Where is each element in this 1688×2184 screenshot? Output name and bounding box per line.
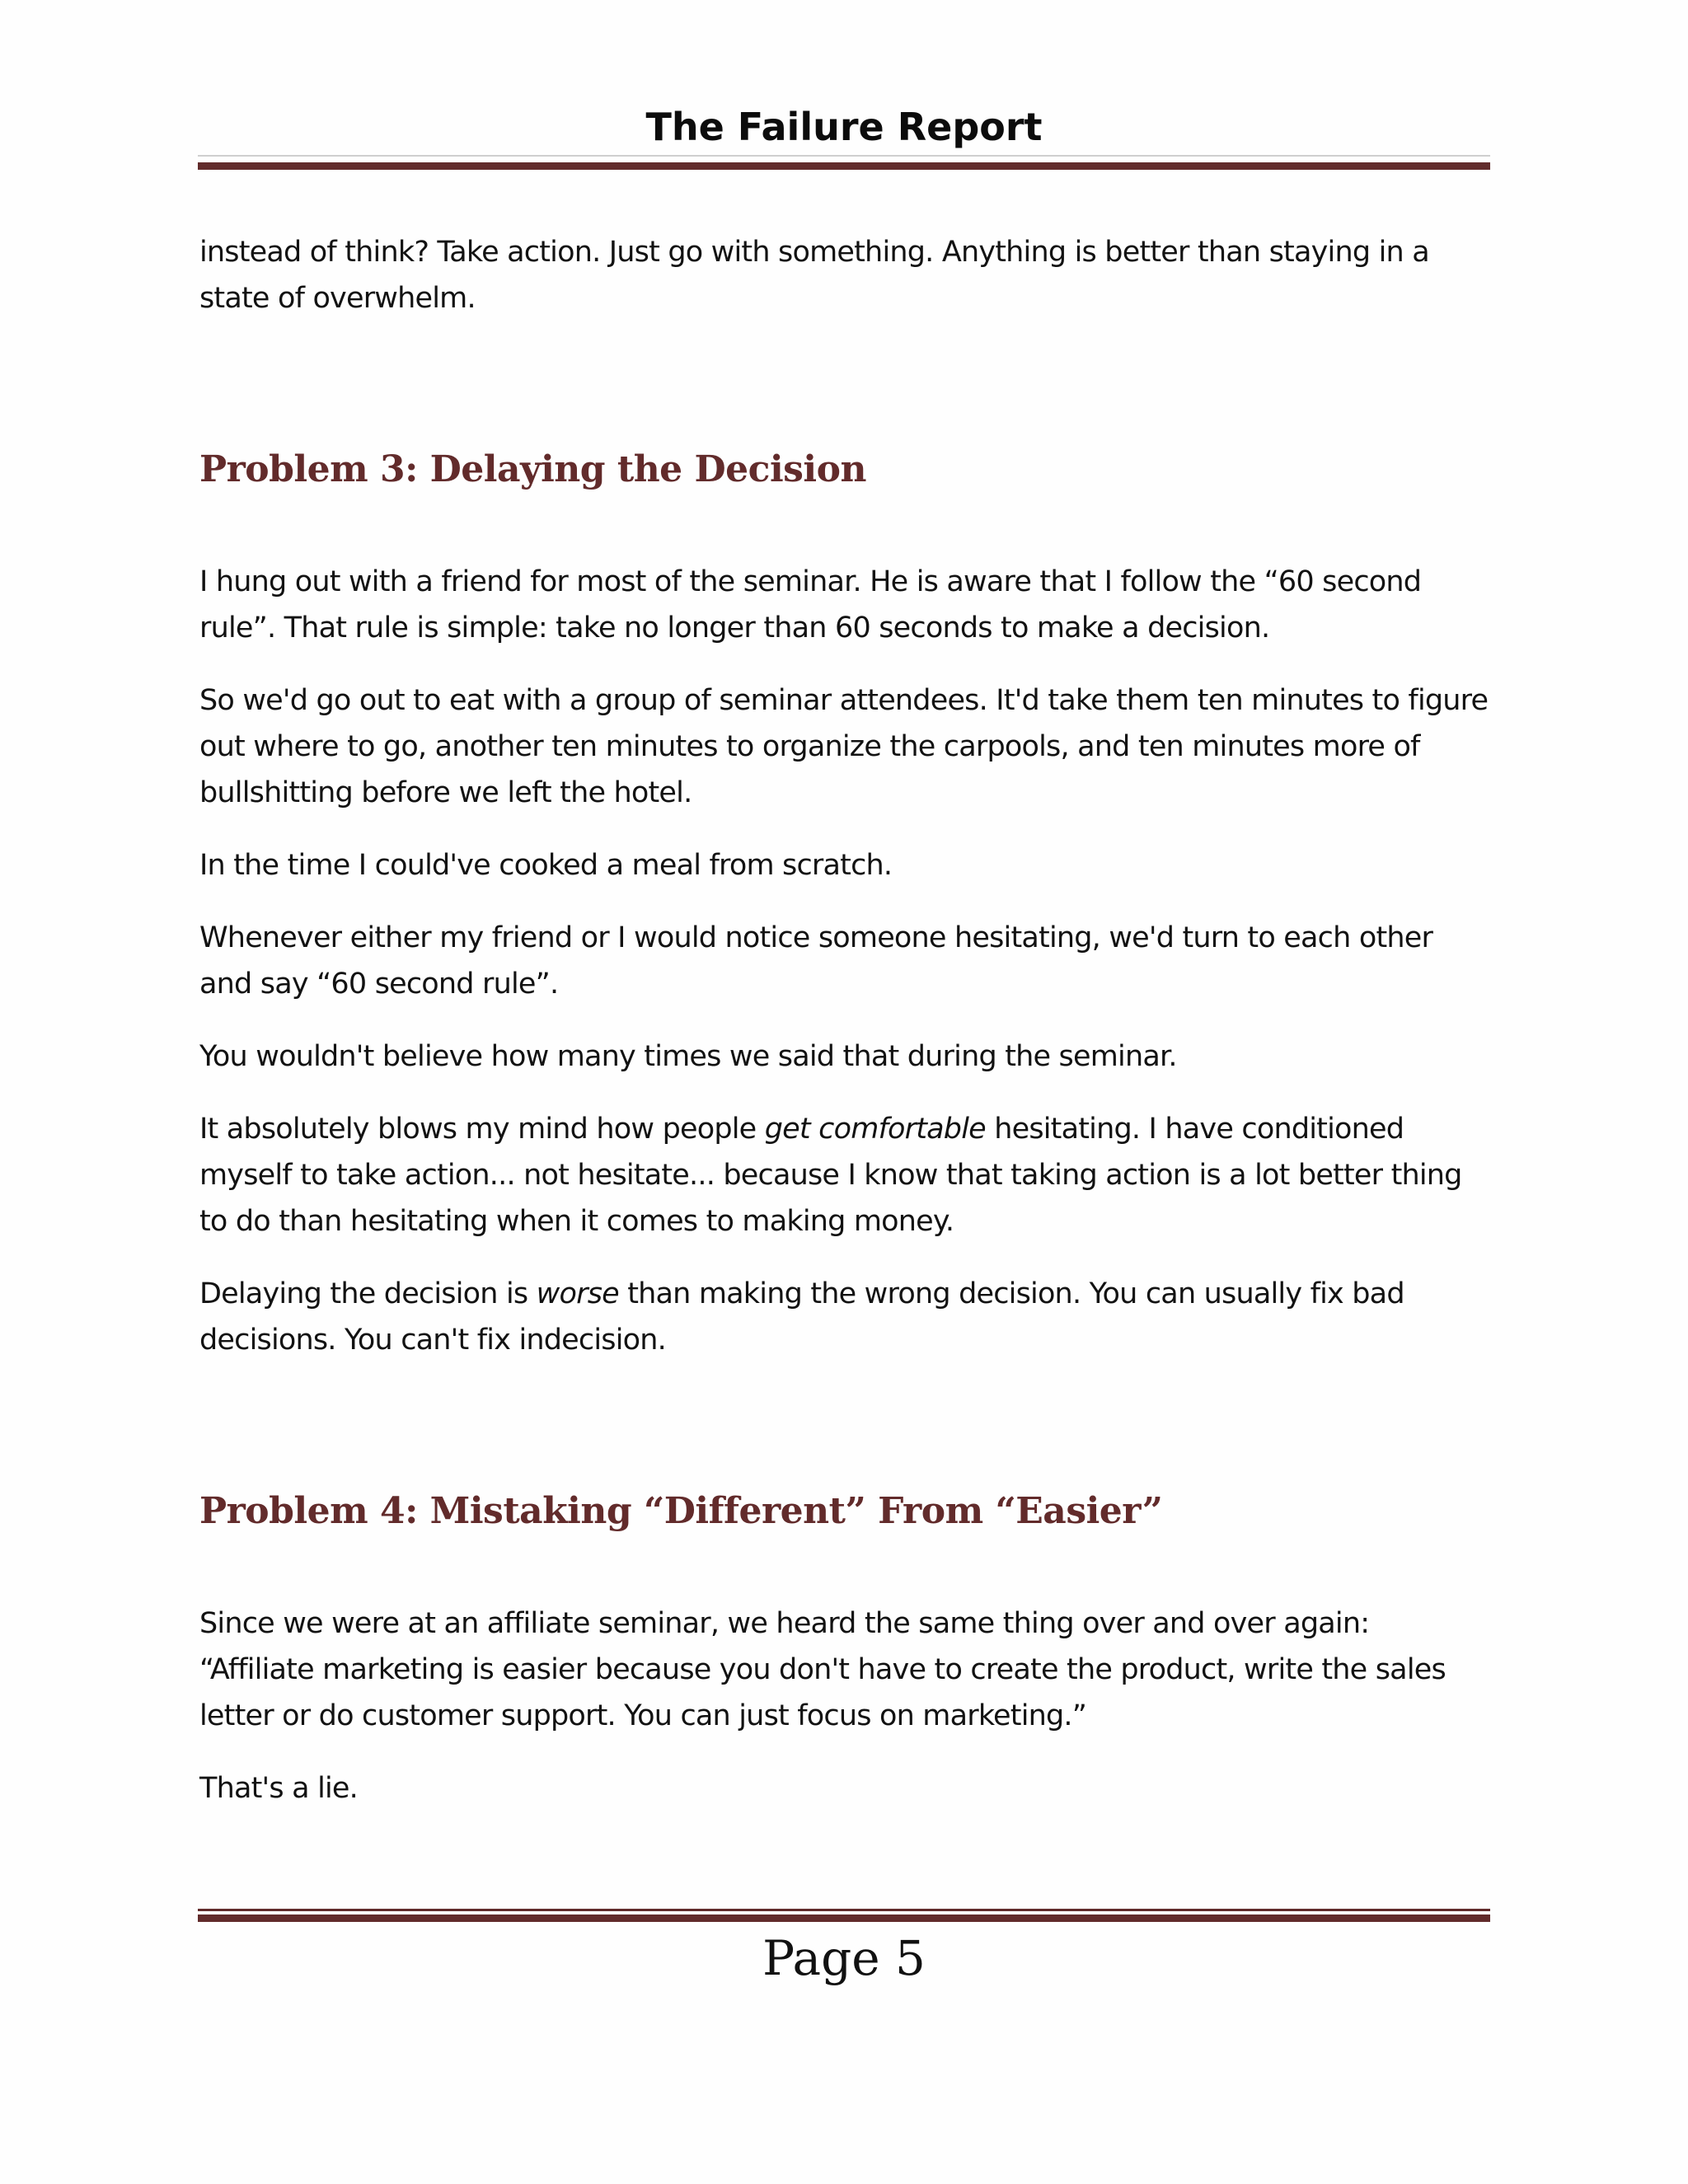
section-heading-problem-4: Problem 4: Mistaking “Different” From “Easier” [199, 1490, 1163, 1532]
paragraph-hesitating: Whenever either my friend or I would notice someone hesitating, we'd turn to each other and say “60 second rule”. [199, 921, 1433, 1001]
paragraph-affiliate-seminar: Since we were at an affiliate seminar, we heard the same thing over and over again: “Affiliate marketing is easier because you don't have to create the product, write the sales letter or do customer support. You can just focus on marketing.” [199, 1607, 1446, 1732]
document-body [199, 229, 1490, 1838]
text-run: than making the wrong decision. You can usually fix bad decisions. You can't fix indecision. [199, 1277, 1404, 1357]
footer-rule-thick [198, 1915, 1490, 1922]
paragraph-60-second-rule: I hung out with a friend for most of the seminar. He is aware that I follow the “60 second rule”. That rule is simple: take no longer than 60 seconds to make a decision. [199, 565, 1422, 644]
emphasis-text: worse [536, 1277, 619, 1310]
paragraph-delaying-decision [199, 1271, 1490, 1363]
section-heading-problem-3: Problem 3: Delaying the Decision [199, 448, 866, 490]
text-run: hesitating. I have conditioned myself to take action... not hesitate... because I know that taking action is a lot better thing to do than hesitating when it comes to making money. [199, 1113, 1462, 1238]
page-header-title: The Failure Report [645, 105, 1043, 149]
paragraph-comfortable-hesitating [199, 1106, 1490, 1244]
paragraph-cooked-meal: In the time I could've cooked a meal from scratch. [199, 849, 893, 882]
paragraph-seminar-dinner: So we'd go out to eat with a group of seminar attendees. It'd take them ten minutes to figure out where to go, another ten minutes to organize the carpools, and ten minutes more of bullshitting before we left the hotel. [199, 684, 1489, 809]
header-rule-thick [198, 162, 1490, 170]
emphasis-text: get comfortable [764, 1113, 986, 1146]
paragraph-thats-a-lie: That's a lie. [199, 1772, 358, 1805]
text-run: Delaying the decision is [199, 1277, 537, 1310]
page-number: Page 5 [762, 1930, 926, 1986]
paragraph-overwhelm: instead of think? Take action. Just go with something. Anything is better than staying in a state of overwhelm. [199, 236, 1429, 315]
text-run: It absolutely blows my mind how people [199, 1113, 765, 1146]
footer-rule-thin [198, 1909, 1490, 1911]
header-rule-thin [198, 155, 1490, 157]
paragraph-how-many-times: You wouldn't believe how many times we said that during the seminar. [199, 1040, 1177, 1073]
